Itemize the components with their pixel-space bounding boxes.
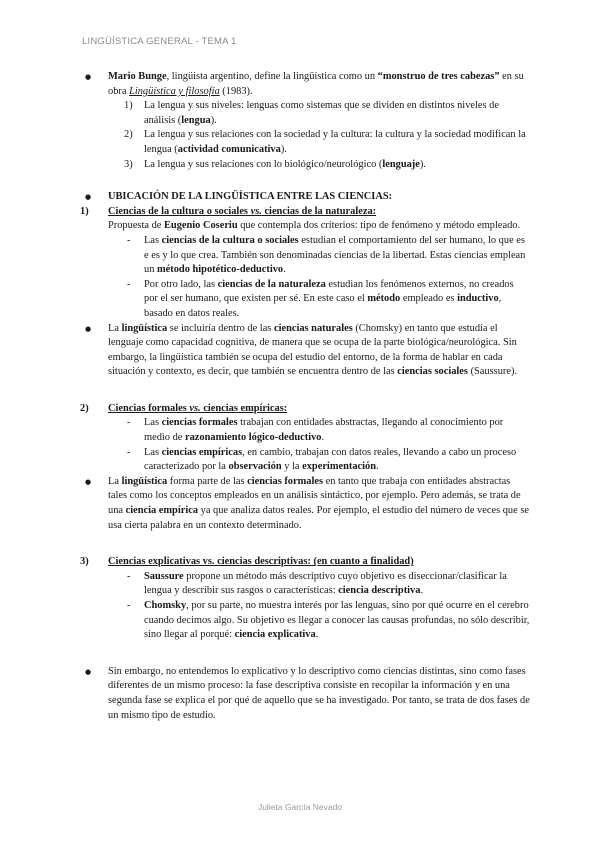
closing-paragraph: ● Sin embargo, no entendemos lo explicativo y lo descriptivo como ciencias distintas, sino como fases diferentes de un mismo proceso: la fase descriptiva consiste en recopilar la información y en una segunda fase se explica el por qué de aquello que se ha investigado. Por tanto, se trata de dos fases de un mismo tipo de estudio. — [80, 665, 530, 723]
paragraph: Propuesta de Eugenio Coseriu que contempla dos criterios: tipo de fenómeno y método empleado. — [108, 220, 521, 232]
list-item: 2) La lengua y sus relaciones con la sociedad y la cultura: la cultura y la sociedad modifican la lengua (actividad comunicativa). — [124, 129, 526, 155]
subsection-heading-1: 1) Ciencias de la cultura o sociales vs. ciencias de la naturaleza: — [80, 205, 377, 217]
author-name: Mario Bunge — [108, 71, 167, 82]
page-footer: Julieta García Nevado — [257, 802, 343, 812]
intro-list — [80, 99, 530, 172]
subsection-heading-2: 2) Ciencias formales vs. ciencias empíricas: — [80, 402, 288, 414]
bullet-paragraph: ● La lingüística forma parte de las ciencias formales en tanto que trabaja con entidades abstractas tales como los conceptos empleados en un análisis sintáctico, por ejemplo. Pero además, se trata de una ciencia empírica ya que analiza datos reales. Por ejemplo, el estudio del número de veces que se usa cierta palabra en un contexto determinado. — [80, 475, 530, 533]
dash-item: - Las ciencias empíricas, en cambio, trabajan con datos reales, llevando a cabo un proceso caracterizado por la observación y la experimentación. — [80, 446, 530, 475]
document-body — [80, 70, 530, 723]
dash-item: - Las ciencias de la cultura o sociales estudian el comportamiento del ser humano, lo que es e es y lo que crea. También son denominadas ciencias de la libertad. Estas ciencias emplean un método hipotético-deductivo. — [80, 234, 530, 278]
dash-item: - Saussure propone un método más descriptivo cuyo objetivo es diseccionar/clasificar la lengua y describir sus rasgos o características: ciencia descriptiva. — [80, 570, 530, 599]
list-item: 1) La lengua y sus niveles: lenguas como sistemas que se dividen en distintos niveles de análisis (lengua). — [124, 100, 499, 126]
page-header: LINGÜÍSTICA GENERAL - TEMA 1 — [82, 36, 237, 47]
bullet-paragraph: ● La lingüística se incluiría dentro de las ciencias naturales (Chomsky) en tanto que estudia el lenguaje como capacidad cognitiva, de manera que se ocupa de la parte biológica/neurológica. Sin embargo, la lingüística también se ocupa del estudio del entorno, de la forma de hablar en cada situación y contexto, es decir, que también se encuentra dentro de las ciencias sociales (Saussure). — [80, 322, 530, 380]
section-heading: ● UBICACIÓN DE LA LINGÜÍSTICA ENTRE LAS CIENCIAS: — [80, 190, 530, 205]
work-title: Lingüística y filosofía — [129, 85, 220, 97]
subsection-heading-3: 3) Ciencias explicativas vs. ciencias descriptivas: (en cuanto a finalidad) — [80, 556, 414, 568]
dash-item: - Las ciencias formales trabajan con entidades abstractas, llegando al conocimiento por medio de razonamiento lógico-deductivo. — [80, 416, 530, 445]
intro-bullet: ● Mario Bunge, lingüista argentino, define la lingüística como un “monstruo de tres cabezas” en su obra Lingüística y filosofía (1983). — [80, 70, 530, 99]
dash-item: - Por otro lado, las ciencias de la naturaleza estudian los fenómenos externos, no creados por el ser humano, que existen per sé. En este caso el método empleado es inductivo, basado en datos reales. — [80, 278, 530, 322]
quote: “monstruo de tres cabezas” — [377, 71, 500, 82]
list-item: 3) La lengua y sus relaciones con lo biológico/neurológico (lenguaje). — [124, 158, 426, 170]
dash-item: - Chomsky, por su parte, no muestra interés por las lenguas, sino por qué ocurre en el cerebro cuando decimos algo. Su objetivo es llegar a conocer las causas profundas, no sólo describir, sino llegar al porqué: ciencia explicativa. — [80, 599, 530, 643]
